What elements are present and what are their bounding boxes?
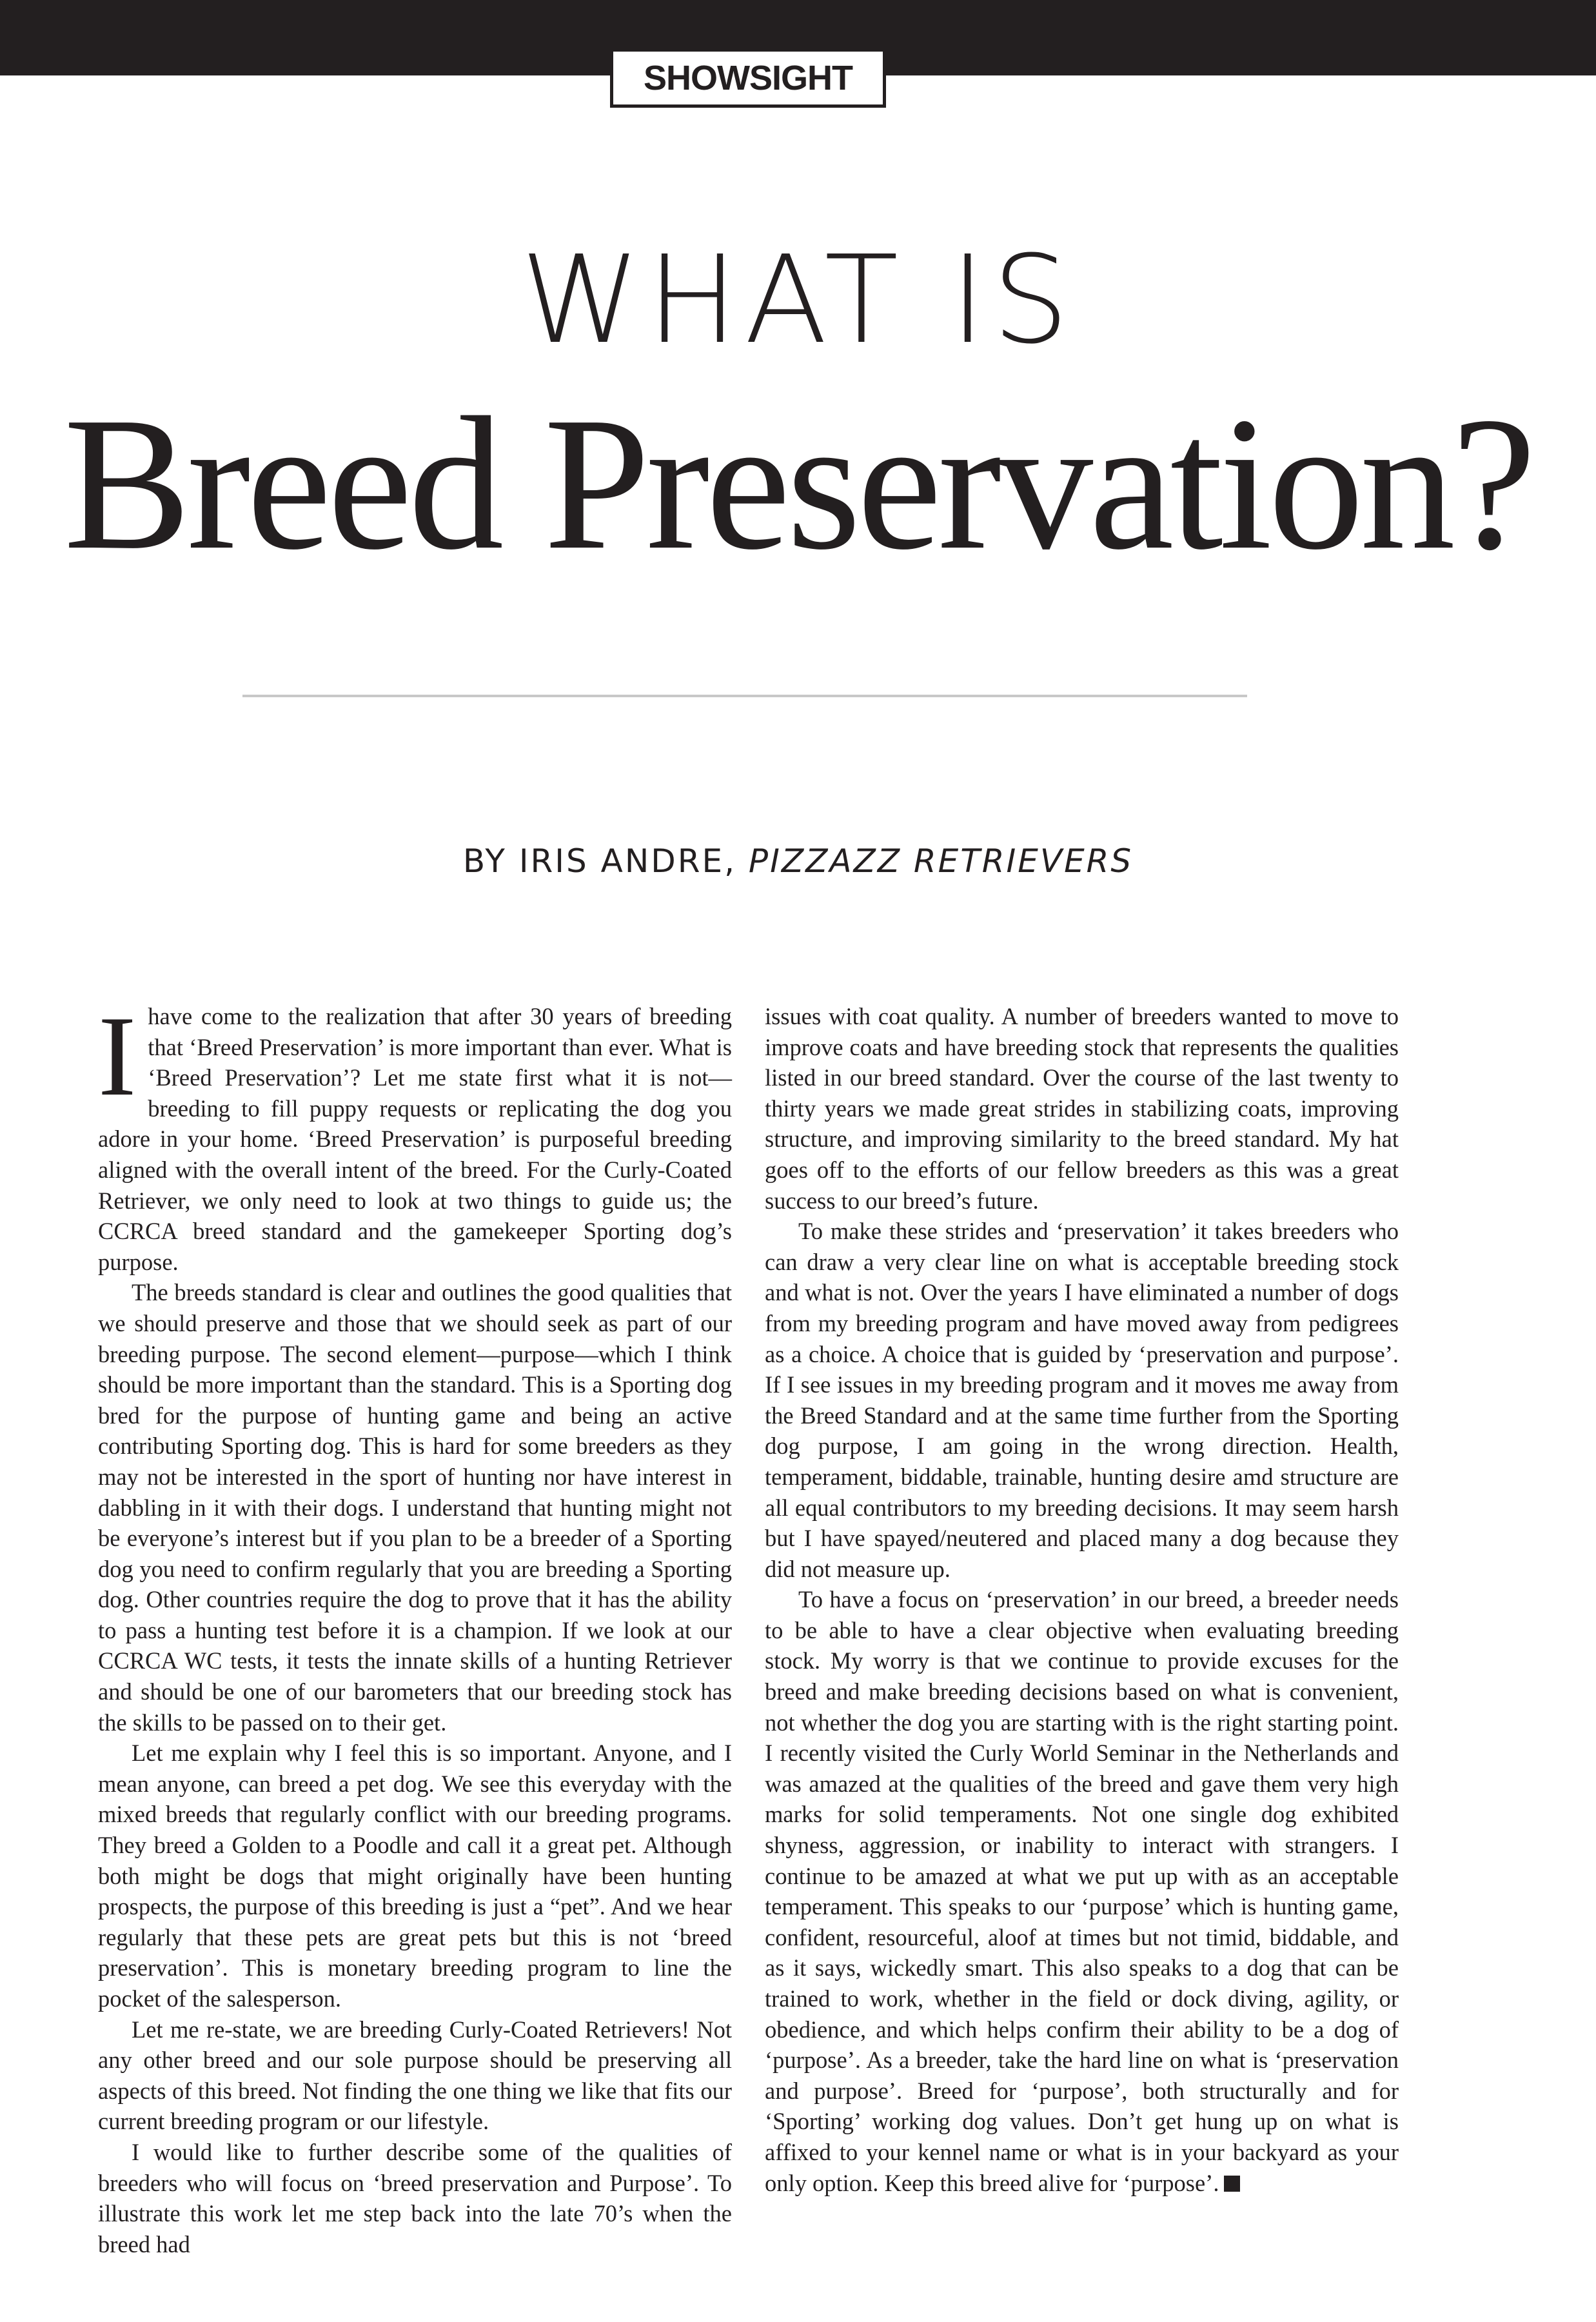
article-paragraph: To make these strides and ‘preservation’ it takes breeders who can draw a very clear line on what is acceptable breeding stock and what is not. Over the years I have eliminated a number of dogs from my breeding program and have moved away from pedigrees as a choice. A choice that is guided by ‘preservation and purpose’. If I see issues in my breeding program and it moves me away from the Breed Standard and at the same time further from the Sporting dog purpose, I am going in the wrong direction. Health, temperament, biddable, trainable, hunting desire amd structure are all equal contributors to my breeding decisions. It may seem harsh but I have spayed/neutered and placed many a dog because they did not measure up. <box>765 1218 1399 1582</box>
article-paragraph: I would like to further describe some of the qualities of breeders who will focus on ‘breed preservation and Purpose’. To illustrate this work let me step back into the late 70’s when the breed had <box>98 2138 732 2258</box>
end-mark-icon <box>1224 2176 1240 2192</box>
title-line-1: WHAT IS <box>520 230 1076 371</box>
article-title: Breed Preservation? <box>63 378 1533 590</box>
article-column-right <box>765 1001 1399 2198</box>
article-paragraph: issues with coat quality. A number of breeders wanted to move to improve coats and have breeding stock that represents the qualities listed in our breed standard. Over the course of the last twenty to thirty years we made great strides in stabilizing coats, improving structure, and improving similarity to the breed standard. My hat goes off to the efforts of our fellow breeders as this was a great success to our breed’s future. <box>765 1003 1399 1214</box>
logo-text: SHOWSIGHT <box>644 59 852 97</box>
paragraph-text: To have a focus on ‘preservation’ in our breed, a breeder needs to be able to have a clear objective when evaluating breeding stock. My worry is that we continue to provide excuses for the breed and make breeding decisions based on what is convenient, not whether the dog you are starting with is the right starting point. I recently visited the Curly World Seminar in the Netherlands and was amazed at the qualities of the breed and gave them very high marks for solid temperaments. Not one single dog exhibited shyness, aggression, or inability to interact with strangers. I continue to be amazed at what we put up with as an acceptable temperament. This speaks to our ‘purpose’ which is hunting game, confident, resourceful, aloof at times but not timid, biddable, and as it says, wickedly smart. This also speaks to a dog that can be trained to work, whether in the field or dock diving, agility, or obedience, and which helps confirm their ability to be a dog of ‘purpose’. As a breeder, take the hard line on what is ‘preservation and purpose’. Breed for ‘purpose’, both structurally and for ‘Sporting’ working dog values. Don’t get hung up on what is affixed to your kennel name or what is in your backyard as your only option. Keep this breed alive for ‘purpose’. <box>765 1586 1399 2196</box>
byline-author: BY IRIS ANDRE, <box>462 842 737 880</box>
article-paragraph: The breeds standard is clear and outlines the good qualities that we should preserve and those that we should seek as part of our breeding purpose. The second element—purpose—which I think should be more important than the standard. This is a Sporting dog bred for the purpose of hunting game and being an active contributing Sporting dog. This is hard for some breeders as they may not be interested in the sport of hunting nor have interest in dabbling in it with their dogs. I understand that hunting might not be everyone’s interest but if you plan to be a breeder of a Sporting dog you need to confirm regularly that you are breeding a Sporting dog. Other countries require the dog to prove that it has the ability to pass a hunting test before it is a champion. If we look at our CCRCA WC tests, it tests the innate skills of a hunting Retriever and should be one of our barometers that our breeding stock has the skills to be passed on to their get. <box>98 1279 732 1736</box>
magazine-logo <box>610 48 886 108</box>
byline <box>0 842 1596 880</box>
title-divider <box>242 695 1247 697</box>
drop-cap: I <box>98 992 137 1120</box>
article-column-left <box>98 992 732 2259</box>
article-paragraph <box>98 992 732 1277</box>
byline-affiliation: PIZZAZZ RETRIEVERS <box>748 842 1134 880</box>
article-paragraph: Let me explain why I feel this is so important. Anyone, and I mean anyone, can breed a pet dog. We see this everyday with the mixed breeds that regularly conflict with our breeding programs. They breed a Golden to a Poodle and call it a great pet. Although both might be dogs that might originally have been hunting prospects, the purpose of this breeding is just a “pet”. And we hear regularly that these pets are great pets but this is not ‘breed preservation’. This is monetary breeding program to line the pocket of the salesperson. <box>98 1740 732 2012</box>
paragraph-text: have come to the realization that after 30 years of breeding that ‘Breed Preservation’ is more important than ever. What is ‘Breed Preservation’? Let me state first what it is not—breeding to fill puppy requests or replicating the dog you adore in your home. ‘Breed Preservation’ is purposeful breeding aligned with the overall intent of the breed. For the Curly-Coated Retriever, we only need to look at two things to guide us; the CCRCA breed standard and the gamekeeper Sporting dog’s purpose. <box>98 1003 732 1275</box>
article-paragraph <box>765 1584 1399 2198</box>
article-paragraph: Let me re-state, we are breeding Curly-Coated Retrievers! Not any other breed and our sole purpose should be preserving all aspects of this breed. Not finding the one thing we like that fits our current breeding program or our lifestyle. <box>98 2016 732 2135</box>
